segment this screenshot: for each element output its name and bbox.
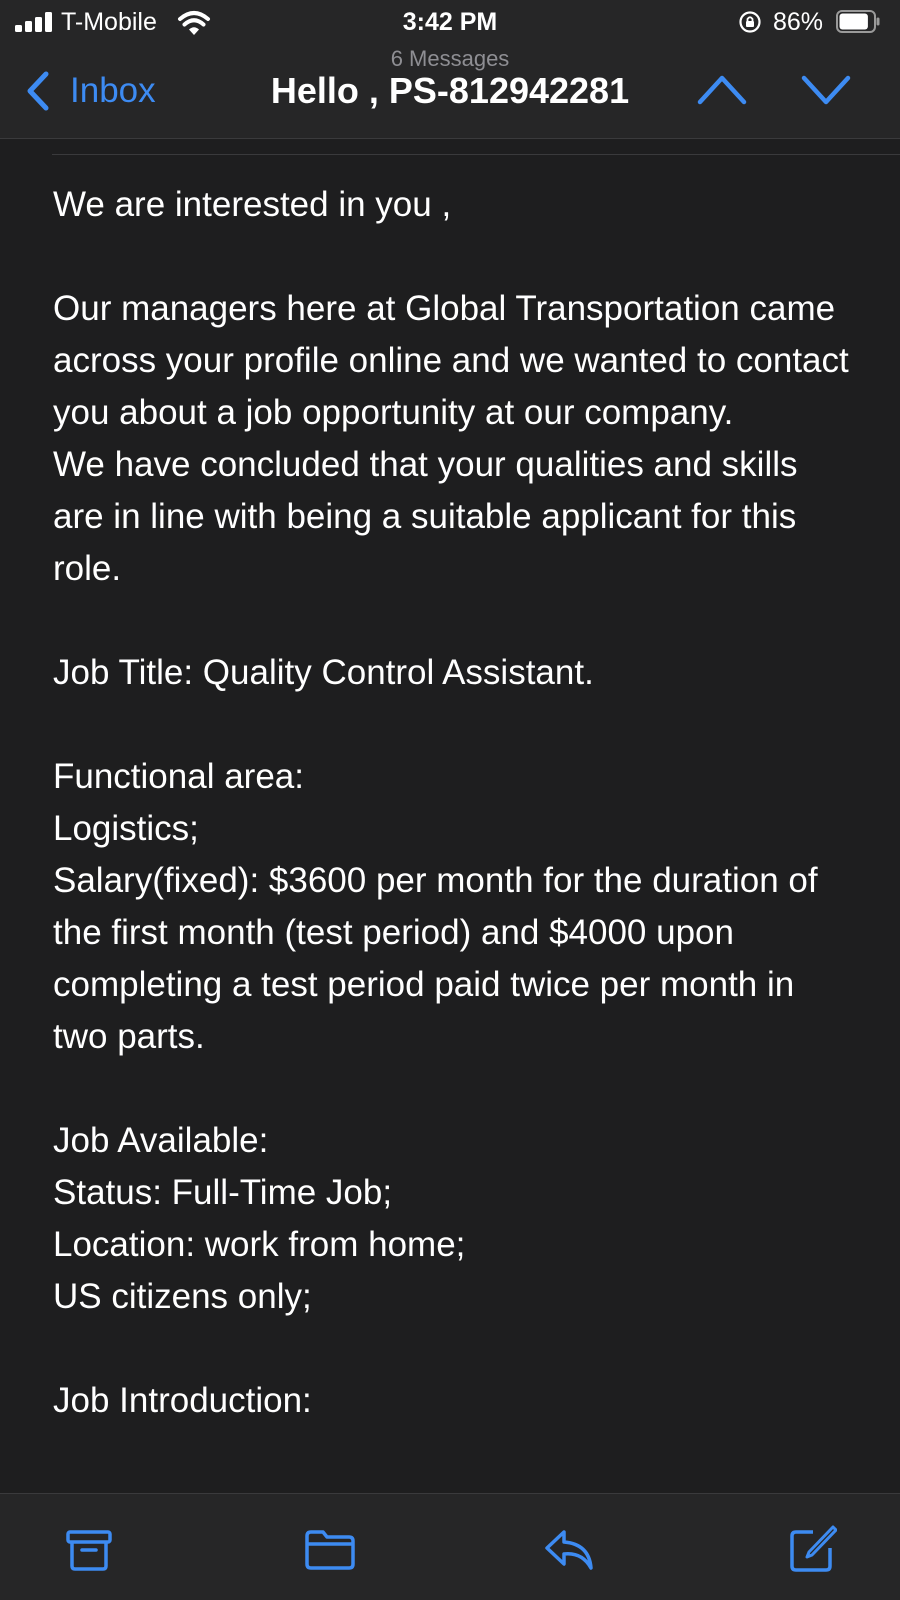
paragraph-gap (53, 1063, 853, 1115)
battery-percent: 86% (773, 8, 824, 36)
move-to-folder-button[interactable] (305, 1524, 355, 1574)
back-label: Inbox (70, 71, 156, 110)
compose-icon (787, 1524, 837, 1574)
salary-line: Salary(fixed): $3600 per month for the duration of the first month (test period) and $4000 upon completing a test period paid twice per month in two parts. (53, 861, 818, 1056)
carrier-name: T-Mobile (61, 8, 157, 36)
status-time: 3:42 PM (402, 8, 498, 36)
status-bar (0, 0, 900, 44)
next-message-button[interactable] (800, 70, 852, 110)
paragraph-gap (53, 595, 853, 647)
message-body-scroll[interactable] (0, 139, 900, 1493)
reply-button[interactable] (544, 1524, 594, 1574)
job-available-heading: Job Available: (53, 1121, 269, 1160)
message-toolbar (0, 1493, 900, 1600)
battery-icon (836, 10, 880, 33)
body-paragraph: We have concluded that your qualities and skills are in line with being a suitable applicant for this role. (53, 445, 798, 588)
functional-area-heading: Functional area: (53, 757, 304, 796)
archive-button[interactable] (64, 1524, 114, 1574)
status-line: Status: Full-Time Job; (53, 1173, 393, 1212)
next-message-icon (800, 70, 852, 110)
location-line: Location: work from home; (53, 1225, 466, 1264)
body-paragraph: We are interested in you , (53, 185, 452, 224)
body-paragraph: Our managers here at Global Transportation came across your profile online and we wanted to contact you about a job opportunity at our company. (53, 289, 849, 432)
message-nav-bar (0, 44, 900, 139)
job-title-line: Job Title: Quality Control Assistant. (53, 653, 594, 692)
message-subject-title: Hello , PS-812942281 (270, 70, 630, 111)
compose-button[interactable] (787, 1524, 837, 1574)
functional-area-value: Logistics; (53, 809, 199, 848)
folder-icon (305, 1524, 355, 1574)
reply-icon (544, 1524, 594, 1574)
paragraph-gap (53, 699, 853, 751)
paragraph-gap (53, 1323, 853, 1375)
email-body (53, 179, 853, 1427)
previous-message-icon (696, 70, 748, 110)
job-introduction-heading: Job Introduction: (53, 1381, 312, 1420)
paragraph-gap (53, 231, 853, 283)
orientation-lock-icon (738, 10, 762, 34)
citizenship-line: US citizens only; (53, 1277, 312, 1316)
message-count: 6 Messages (390, 46, 510, 71)
previous-message-button[interactable] (696, 70, 748, 110)
archive-icon (64, 1524, 114, 1574)
header-divider (52, 154, 900, 155)
